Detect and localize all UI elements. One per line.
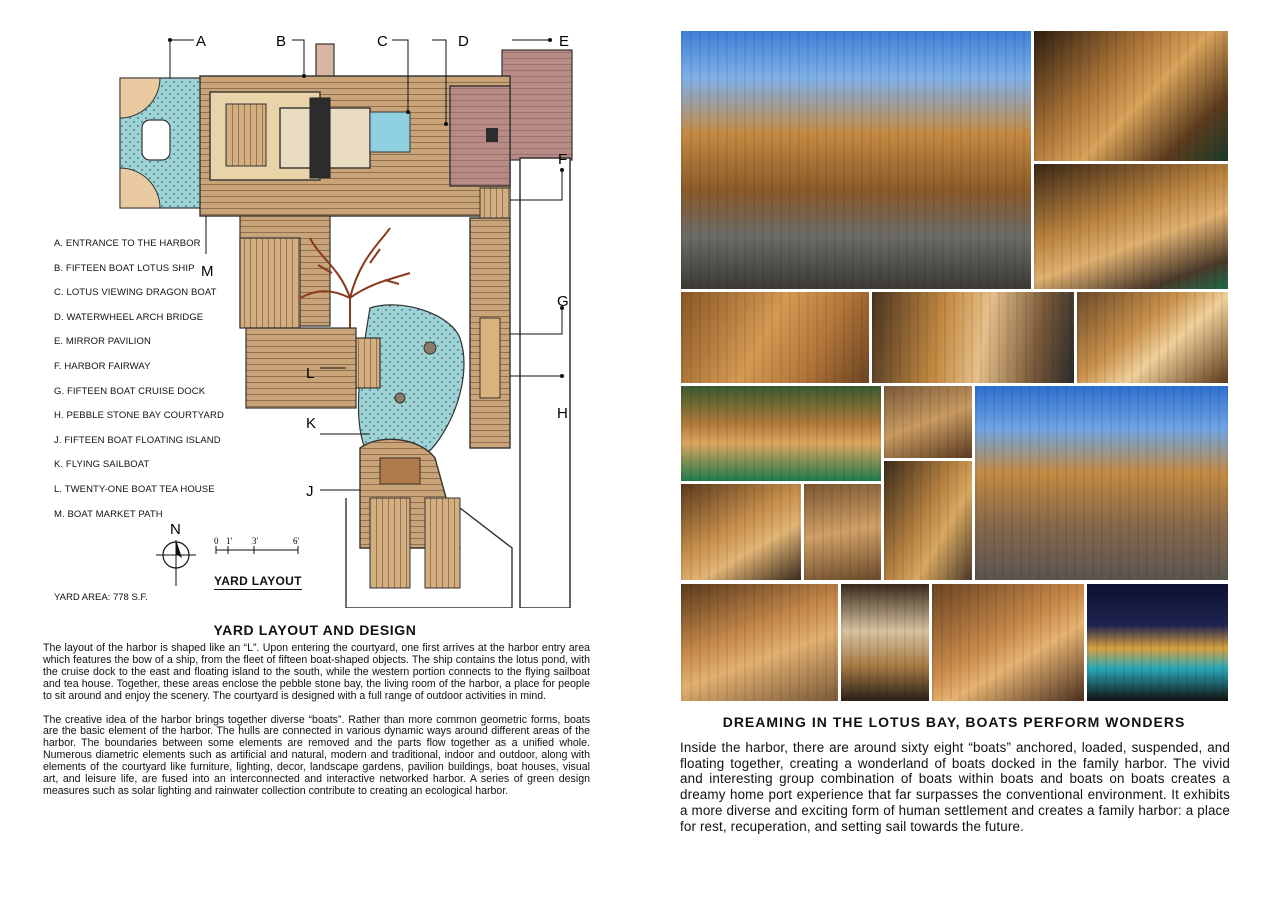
svg-text:1': 1' <box>226 536 233 546</box>
photo-deck-stairs <box>681 292 869 383</box>
photo-long-table <box>932 584 1084 701</box>
photo-boat-seating <box>681 484 801 580</box>
left-section-title: YARD LAYOUT AND DESIGN <box>213 622 417 638</box>
legend-item: L. TWENTY-ONE BOAT TEA HOUSE <box>54 483 215 495</box>
svg-text:6': 6' <box>293 536 300 546</box>
photo-deck-path <box>804 484 881 580</box>
legend-item: D. WATERWHEEL ARCH BRIDGE <box>54 311 204 323</box>
svg-text:0: 0 <box>214 536 219 546</box>
legend-item: A. ENTRANCE TO THE HARBOR <box>54 238 201 249</box>
photo-boat-house-exterior <box>681 31 1031 289</box>
photo-cabinet-detail <box>884 461 972 580</box>
callout-j: J <box>306 483 314 500</box>
callout-l: L <box>306 365 315 382</box>
callout-e: E <box>559 33 570 50</box>
callout-h: H <box>557 405 568 422</box>
legend-item: F. HARBOR FAIRWAY <box>54 360 151 372</box>
svg-text:3': 3' <box>252 536 259 546</box>
photo-boat-frame <box>1077 292 1228 383</box>
callout-k: K <box>306 415 317 432</box>
right-section-title: DREAMING IN THE LOTUS BAY, BOATS PERFORM WONDERS <box>722 714 1186 730</box>
legend-item: B. FIFTEEN BOAT LOTUS SHIP <box>54 262 195 274</box>
legend-item: J. FIFTEEN BOAT FLOATING ISLAND <box>54 434 221 446</box>
photo-stacked-boats <box>681 386 881 481</box>
legend-item: H. PEBBLE STONE BAY COURTYARD <box>54 410 224 422</box>
yard-layout-label: YARD LAYOUT <box>214 574 302 588</box>
photo-boat-shelf <box>1034 164 1228 289</box>
callout-m: M <box>201 263 214 280</box>
right-body-text: Inside the harbor, there are around sixty eight “boats” anchored, loaded, suspended, and floating together, creating a wonderland of boats docked in the family harbor. The vivid and interesting group combination of boats within boats and boats on boats creates a dreamy home port experience that far surpasses the conventional environment. It exhibits a more diverse and exciting form of human settlement and creates a family harbor: a place for rest, recuperation, and setting sail towards the future. <box>680 740 1230 834</box>
callout-b: B <box>276 33 287 50</box>
photo-wood-structure <box>872 292 1074 383</box>
svg-text:N: N <box>170 521 181 538</box>
scale-bar <box>214 536 300 554</box>
left-body-text <box>43 643 590 810</box>
callout-c: C <box>377 33 388 50</box>
photo-night-lights <box>1087 584 1228 701</box>
legend-item: M. BOAT MARKET PATH <box>54 508 163 520</box>
photo-courtyard-wide <box>975 386 1228 580</box>
left-paragraph: The layout of the harbor is shaped like an “L”. Upon entering the courtyard, one first arrives at the harbor entry area which features the bow of a ship, from the fleet of fifteen boat-shaped objects. The ship contains the lotus pond, with the cruise dock to the east and floating island to the south, while the western portion connects to the flying sailboat and tea house. Together, these areas enclose the pebble stone bay, the living room of the harbor, a place for people to sit around and enjoy the scenery. The courtyard is designed with a full range of outdoor activities in mind. <box>43 642 590 702</box>
photo-bench-boat <box>884 386 972 458</box>
legend-item: E. MIRROR PAVILION <box>54 336 151 348</box>
legend-item: K. FLYING SAILBOAT <box>54 459 150 471</box>
plan-legend <box>54 232 254 527</box>
photo-hanging-boat <box>841 584 929 701</box>
photo-tea-table <box>1034 31 1228 161</box>
yard-area-label: YARD AREA: 778 S.F. <box>54 592 148 603</box>
callout-g: G <box>557 293 569 310</box>
north-arrow-icon <box>156 521 196 586</box>
callout-d: D <box>458 33 469 50</box>
legend-item: C. LOTUS VIEWING DRAGON BOAT <box>54 287 217 299</box>
callout-f: F <box>558 151 568 168</box>
legend-item: G. FIFTEEN BOAT CRUISE DOCK <box>54 385 206 397</box>
photo-table-deck <box>681 584 838 701</box>
left-paragraph: The creative idea of the harbor brings together diverse “boats”. Rather than more common geometric forms, boats are the basic element of the harbor. The hulls are connected in various dynamic ways around different areas of the harbor. The boundaries between some elements are removed and the parts flow together as a unified whole. Numerous diametric elements such as artificial and natural, modern and traditional, indoor and outdoor, along with elements of the courtyard like furniture, lighting, decor, landscape gardens, pavilion buildings, boat houses, visual art, and leisure life, are fused into an interconnected and interactive networked harbor. A series of green design measures such as solar lighting and rainwater collection contribute to creating an ecological harbor. <box>43 713 590 797</box>
callout-a: A <box>196 33 207 50</box>
